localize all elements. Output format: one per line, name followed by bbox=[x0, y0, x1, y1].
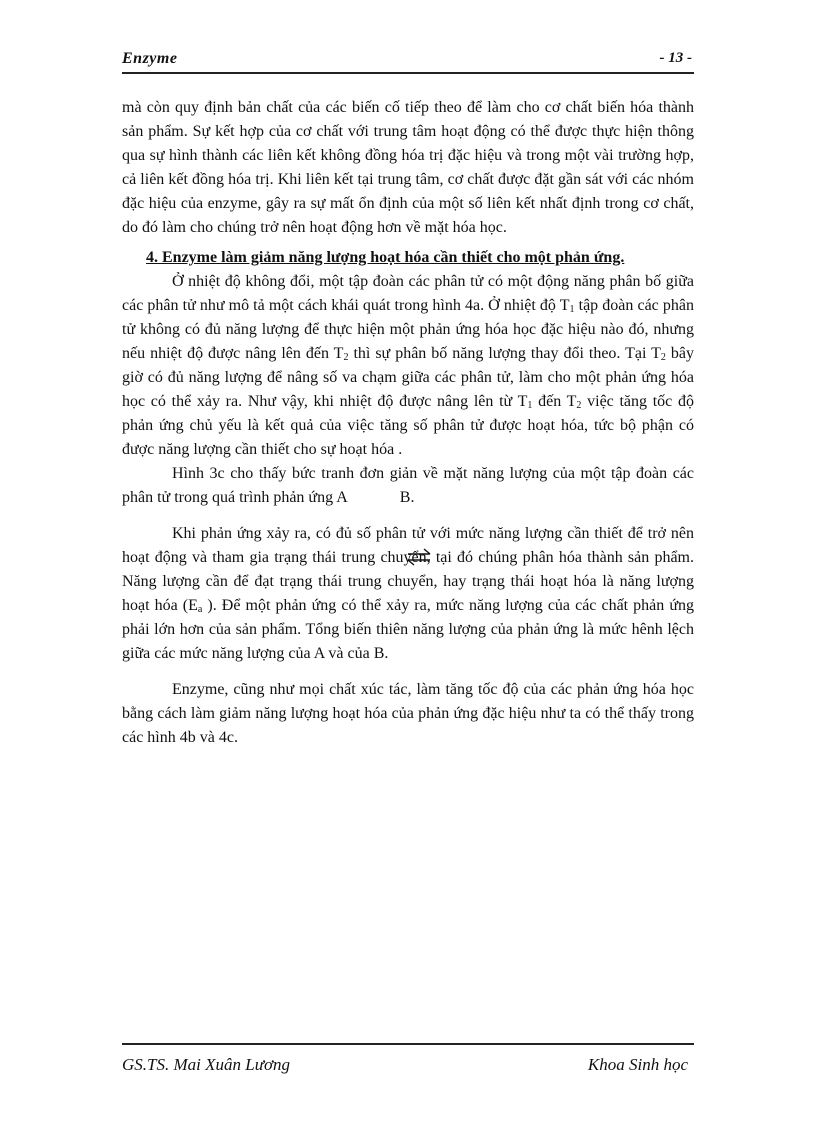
footer-author: GS.TS. Mai Xuân Lương bbox=[122, 1055, 291, 1074]
equilibrium-arrow-icon bbox=[406, 548, 432, 566]
page-number: - 13 - bbox=[659, 50, 692, 66]
subscript-2: 2 bbox=[343, 352, 349, 363]
subscript-2c: 2 bbox=[576, 400, 582, 411]
paragraph-5: Enzyme, cũng như mọi chất xúc tác, làm tăng tốc độ của các phản ứng hóa học bằng cách làm giảm năng lượng hoạt hóa của phản ứng đặc hiệu như ta có thể thấy trong các hình 4b và 4c. bbox=[122, 681, 694, 746]
p3-text-b: B. bbox=[399, 489, 415, 506]
page-footer bbox=[122, 1043, 694, 1079]
footer-department: Khoa Sinh học bbox=[587, 1055, 688, 1074]
paragraph-3 bbox=[122, 462, 694, 510]
subscript-1b: 1 bbox=[527, 400, 533, 411]
paragraph-4 bbox=[122, 522, 694, 666]
p4-text-a: Khi phản ứng xảy ra, có đủ số phân tử với mức năng lượng cần thiết để trở nên hoạt động và tham gia trạng thái trung chuyển, tại đó chúng phân hóa thành sản phẩm. Năng lượng cần để đạt trạng thái trung chuyển, hay trạng thái hoạt hóa là năng lượng hoạt hóa (E bbox=[122, 525, 694, 614]
paragraph-2 bbox=[122, 270, 694, 462]
subscript-2b: 2 bbox=[660, 352, 666, 363]
p3-text-a: Hình 3c cho thấy bức tranh đơn giản về mặt năng lượng của một tập đoàn các phân tử trong quá trình phản ứng A bbox=[122, 465, 694, 506]
page-header bbox=[122, 50, 694, 74]
p2-text-a: Ở nhiệt độ không đổi, một tập đoàn các phân tử có một động năng phân bố giữa các phân tử như mô tả một cách khái quát trong hình 4a. Ở nhiệt độ T bbox=[122, 273, 694, 314]
p2-text-b: tập đoàn các phân tử không có đủ năng lượng để thực hiện một phản ứng hóa học đặc hiệu nào đó, nhưng nếu nhiệt độ được nâng lên đến T bbox=[122, 297, 694, 362]
subscript-a: a bbox=[197, 604, 203, 615]
p2-text-c: thì sự phân bố năng lượng thay đổi theo. Tại T bbox=[348, 345, 661, 362]
document-body bbox=[122, 96, 694, 750]
p2-text-e: đến T bbox=[532, 393, 577, 410]
section-heading: 4. Enzyme làm giảm năng lượng hoạt hóa cần thiết cho một phản ứng. bbox=[146, 249, 625, 266]
paragraph-1: mà còn quy định bản chất của các biến cố tiếp theo để làm cho cơ chất biến hóa thành sản phẩm. Sự kết hợp của cơ chất với trung tâm hoạt động có thể được thực hiện thông qua sự hình thành các liên kết không đồng hóa trị đặc hiệu và trong một vài trường hợp, cả liên kết đồng hóa trị. Khi liên kết tại trung tâm, cơ chất được đặt gần sát với các nhóm đặc hiệu của enzyme, gây ra sự mất ổn định của một số liên kết nhất định trong cơ chất, do đó làm cho chúng trở nên hoạt động hơn về mặt hóa học. bbox=[122, 99, 694, 236]
p2-text-f: việc tăng tốc độ phản ứng chủ yếu là kết quả của việc tăng số phân tử được hoạt hóa, tức bộ phận có được năng lượng cần thiết cho sự hoạt hóa . bbox=[122, 393, 694, 458]
p2-text-d: bây giờ có đủ năng lượng để nâng số va chạm giữa các phân tử, làm cho một phản ứng hóa học có thể xảy ra. Như vậy, khi nhiệt độ được nâng lên từ T bbox=[122, 345, 694, 410]
p4-text-b: ). Để một phản ứng có thể xảy ra, mức năng lượng của các chất phản ứng phải lớn hơn của sản phẩm. Tổng biến thiên năng lượng của phản ứng là mức hênh lệch giữa các mức năng lượng của A và của B. bbox=[122, 597, 695, 662]
subscript-1: 1 bbox=[569, 304, 575, 315]
header-title: Enzyme bbox=[122, 50, 178, 67]
